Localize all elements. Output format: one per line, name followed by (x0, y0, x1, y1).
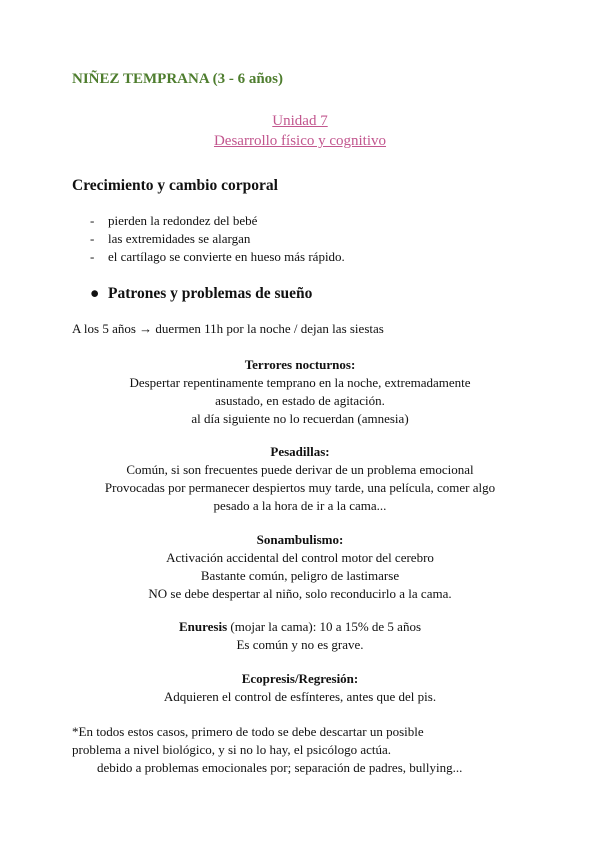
unit-subtitle: Desarrollo físico y cognitivo (213, 133, 387, 149)
sleepwalking-line: Activación accidental del control motor del cerebro (166, 550, 434, 565)
growth-list (90, 212, 345, 266)
terrors-heading: Terrores nocturnos: (244, 357, 356, 372)
growth-heading: Crecimiento y cambio corporal (72, 177, 278, 194)
note-line: debido a problemas emocionales por; separación de padres, bullying... (97, 760, 463, 775)
enuresis-line: Enuresis (mojar la cama): 10 a 15% de 5 años (178, 619, 422, 634)
nightmares-line: Común, si son frecuentes puede derivar de un problema emocional (126, 462, 474, 477)
dash-marker: - (90, 231, 95, 246)
note-line: problema a nivel biológico, y si no lo hay, el psicólogo actúa. (72, 742, 392, 757)
enuresis-line: Es común y no es grave. (236, 637, 364, 652)
list-item: - el cartílago se convierte en hueso más rápido. (90, 249, 345, 264)
terrors-line: Despertar repentinamente temprano en la noche, extremadamente (129, 375, 471, 390)
nightmares-line: Provocadas por permanecer despiertos muy tarde, una película, comer algo (104, 480, 496, 495)
terrors-line: al día siguiente no lo recuerdan (amnesia) (191, 411, 409, 426)
sleepwalking-heading: Sonambulismo: (256, 532, 344, 547)
dash-marker: - (90, 249, 95, 264)
terrors-line: asustado, en estado de agitación. (215, 393, 385, 408)
list-item: - pierden la redondez del bebé (90, 213, 258, 228)
enuresis-term: Enuresis (178, 619, 228, 634)
sleep-intro: A los 5 años → duermen 11h por la noche / dejan las siestas (72, 321, 384, 336)
encopresis-heading: Ecopresis/Regresión: (241, 671, 359, 686)
sleepwalking-line: NO se debe despertar al niño, solo reconducirlo a la cama. (148, 586, 452, 601)
unit-number: Unidad 7 (272, 113, 328, 129)
dash-marker: - (90, 213, 95, 228)
note-line: *En todos estos casos, primero de todo se debe descartar un posible (72, 724, 424, 739)
encopresis-line: Adquieren el control de esfínteres, antes que del pis. (163, 689, 437, 704)
bullet-icon: ● (90, 285, 100, 302)
sleepwalking-line: Bastante común, peligro de lastimarse (200, 568, 400, 583)
nightmares-heading: Pesadillas: (270, 444, 330, 459)
nightmares-line: pesado a la hora de ir a la cama... (213, 498, 387, 513)
document-title: NIÑEZ TEMPRANA (3 - 6 años) (72, 71, 283, 87)
sleep-heading: ● Patrones y problemas de sueño (90, 285, 313, 302)
list-item: - las extremidades se alargan (90, 231, 251, 246)
